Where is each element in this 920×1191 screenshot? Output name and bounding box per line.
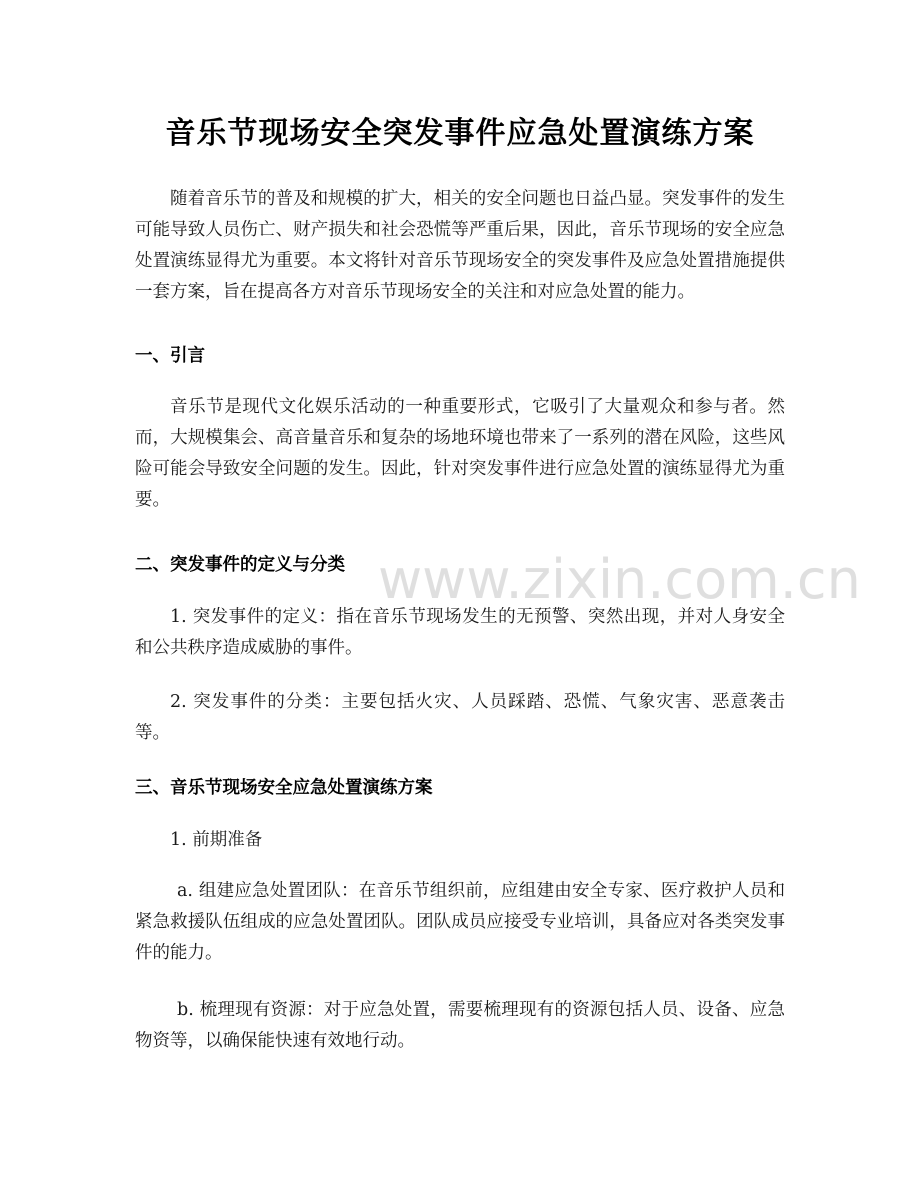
plan-subheading-prep: 1. 前期准备 (170, 830, 263, 850)
plan-item-b: b. 梳理现有资源：对于应急处置，需要梳理现有的资源包括人员、设备、应急物资等，以确保能快速有效地行动。 (135, 1000, 785, 1051)
plan-item-a: a. 组建应急处置团队：在音乐节组织前，应组建由安全专家、医疗救护人员和紧急救援队伍组成的应急处置团队。团队成员应接受专业培训，具备应对各类突发事件的能力。 (135, 881, 785, 963)
section-heading-plan: 三、音乐节现场安全应急处置演练方案 (135, 778, 433, 798)
definition-item-1: 1. 突发事件的定义：指在音乐节现场发生的无预警、突然出现，并对人身安全和公共秩序造成威胁的事件。 (135, 607, 785, 658)
definition-item-2: 2. 突发事件的分类：主要包括火灾、人员踩踏、恐慌、气象灾害、恶意袭击等。 (135, 692, 785, 743)
section-intro-body: 音乐节是现代文化娱乐活动的一种重要形式，它吸引了大量观众和参与者。然而，大规模集会、高音量音乐和复杂的场地环境也带来了一系列的潜在风险，这些风险可能会导致安全问题的发生。因此，针对突发事件进行应急处置的演练显得尤为重要。 (135, 397, 785, 510)
section-heading-definition: 二、突发事件的定义与分类 (135, 555, 345, 575)
section-heading-intro: 一、引言 (135, 346, 205, 366)
document-title: 音乐节现场安全突发事件应急处置演练方案 (165, 116, 755, 151)
watermark-text: www.zixin.com.cn (378, 548, 861, 611)
watermark (378, 545, 861, 615)
intro-paragraph: 随着音乐节的普及和规模的扩大，相关的安全问题也日益凸显。突发事件的发生可能导致人员伤亡、财产损失和社会恐慌等严重后果，因此，音乐节现场的安全应急处置演练显得尤为重要。本文将针对音乐节现场安全的突发事件及应急处置措施提供一套方案，旨在提高各方对音乐节现场安全的关注和对应急处置的能力。 (135, 189, 785, 302)
